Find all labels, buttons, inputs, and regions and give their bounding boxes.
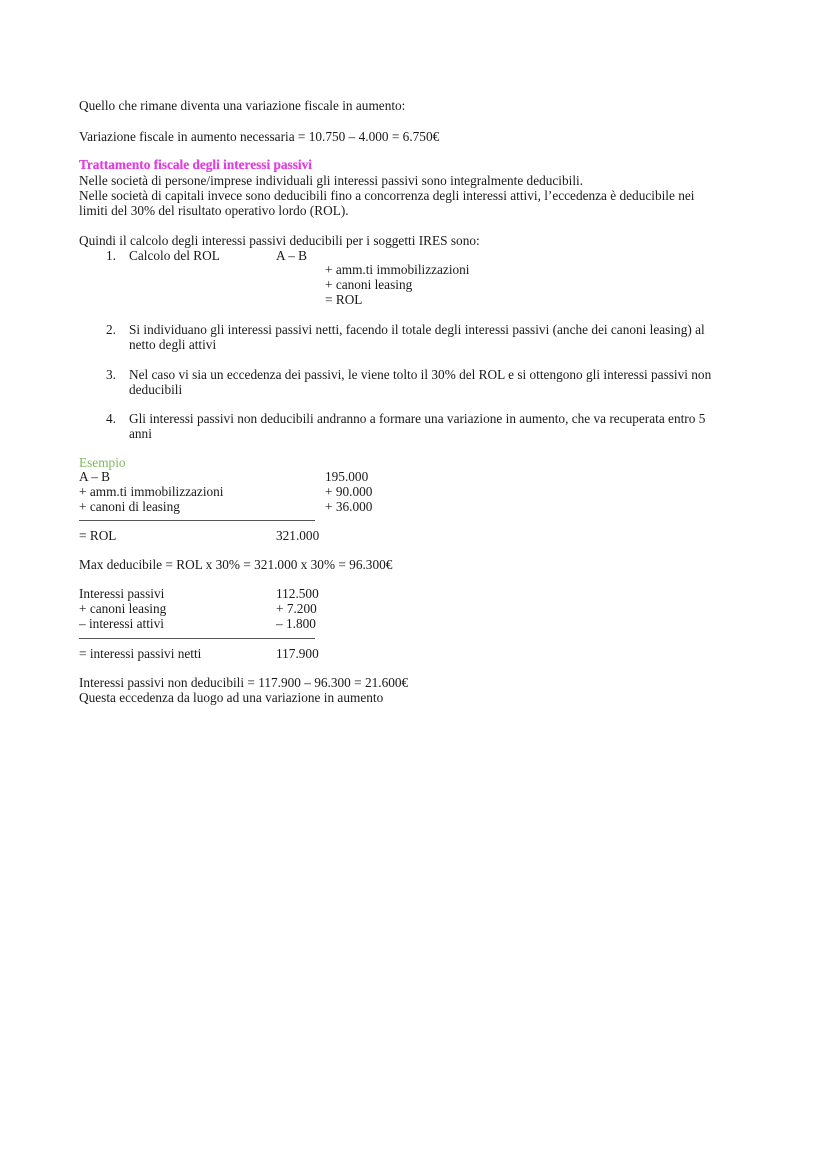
interest-row-value: 112.500	[276, 586, 319, 601]
rol-row-value: + 36.000	[325, 499, 373, 514]
list-number-1: 1.	[106, 248, 116, 263]
rol-total-label: = ROL	[79, 528, 117, 543]
interest-row-label: Interessi passivi	[79, 586, 165, 601]
step2-line1: Si individuano gli interessi passivi netti, facendo il totale degli interessi passivi (anche dei canoni leasing) al	[129, 322, 705, 337]
rol-formula-line: + amm.ti immobilizzazioni	[325, 262, 470, 277]
step3-line1: Nel caso vi sia un eccedenza dei passivi, le viene tolto il 30% del ROL e si ottengono gli interessi passivi non	[129, 367, 712, 382]
rol-row-label: A – B	[79, 469, 111, 484]
step2-line2: netto degli attivi	[129, 337, 217, 352]
interest-row-value: + 7.200	[276, 601, 317, 616]
sum-divider	[79, 638, 315, 639]
variation-formula: Variazione fiscale in aumento necessaria = 10.750 – 4.000 = 6.750€	[79, 129, 440, 144]
interest-row-label: – interessi attivi	[79, 616, 164, 631]
max-deducibile: Max deducibile = ROL x 30% = 321.000 x 30% = 96.300€	[79, 557, 393, 572]
list-number-2: 2.	[106, 322, 116, 337]
step1-label: Calcolo del ROL	[129, 248, 220, 263]
interest-total-label: = interessi passivi netti	[79, 646, 202, 661]
rol-row-value: 195.000	[325, 469, 369, 484]
rol-formula-line: + canoni leasing	[325, 277, 413, 292]
rol-formula-line: = ROL	[325, 292, 363, 307]
step4-line1: Gli interessi passivi non deducibili andranno a formare una variazione in aumento, che va recuperata entro 5	[129, 411, 706, 426]
interest-total-value: 117.900	[276, 646, 319, 661]
list-number-3: 3.	[106, 367, 116, 382]
paragraph-capitali-line1: Nelle società di capitali invece sono deducibili fino a concorrenza degli interessi attivi, l’eccedenza è deducibile nei	[79, 188, 695, 203]
step4-line2: anni	[129, 426, 152, 441]
section-heading: Trattamento fiscale degli interessi passivi	[79, 157, 312, 172]
rol-total-value: 321.000	[276, 528, 320, 543]
calc-intro: Quindi il calcolo degli interessi passivi deducibili per i soggetti IRES sono:	[79, 233, 480, 248]
paragraph-capitali-line2: limiti del 30% del risultato operativo lordo (ROL).	[79, 203, 349, 218]
interest-row-value: – 1.800	[276, 616, 316, 631]
rol-row-value: + 90.000	[325, 484, 373, 499]
rol-row-label: + amm.ti immobilizzazioni	[79, 484, 224, 499]
rol-formula-line: A – B	[276, 248, 308, 263]
step3-line2: deducibili	[129, 382, 183, 397]
non-deducibili-formula: Interessi passivi non deducibili = 117.900 – 96.300 = 21.600€	[79, 675, 409, 690]
interest-row-label: + canoni leasing	[79, 601, 167, 616]
rol-row-label: + canoni di leasing	[79, 499, 180, 514]
list-number-4: 4.	[106, 411, 116, 426]
example-heading: Esempio	[79, 455, 126, 470]
sum-divider	[79, 520, 315, 521]
conclusion: Questa eccedenza da luogo ad una variazione in aumento	[79, 690, 384, 705]
paragraph-persone: Nelle società di persone/imprese individuali gli interessi passivi sono integralmente deducibili.	[79, 173, 584, 188]
intro-line: Quello che rimane diventa una variazione fiscale in aumento:	[79, 98, 406, 113]
